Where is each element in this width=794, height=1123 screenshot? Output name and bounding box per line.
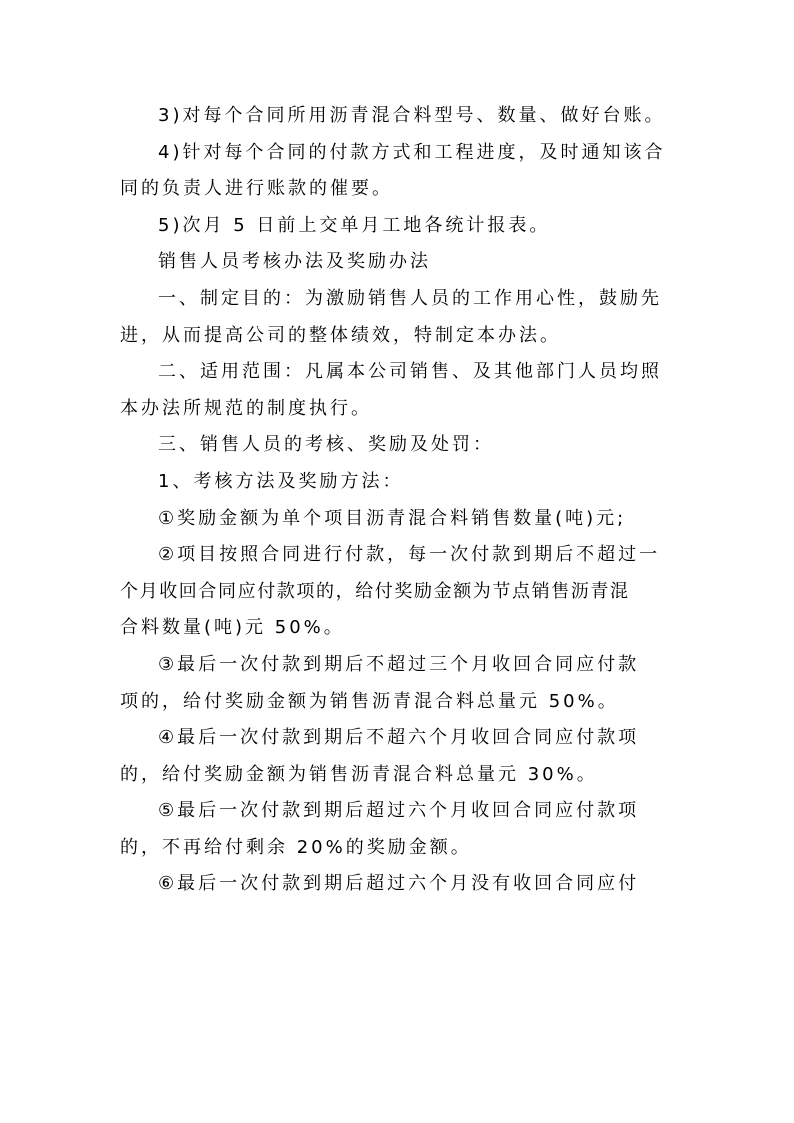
paragraph-line: 5)次月 5 日前上交单月工地各统计报表。: [158, 214, 551, 236]
paragraph-line: ④最后一次付款到期后不超六个月收回合同应付款项: [158, 727, 640, 749]
paragraph-line: 合料数量(吨)元 50%。: [120, 617, 345, 639]
paragraph-line: ③最后一次付款到期后不超过三个月收回合同应付款: [158, 653, 640, 675]
paragraph-line: 三、销售人员的考核、奖励及处罚：: [158, 434, 494, 456]
paragraph-line: 4)针对每个合同的付款方式和工程进度，及时通知该合: [158, 141, 666, 163]
paragraph-line: 项的，给付奖励金额为销售沥青混合料总量元 50%。: [120, 690, 619, 712]
paragraph-line: 的，给付奖励金额为销售沥青混合料总量元 30%。: [120, 763, 598, 785]
paragraph-line: ⑥最后一次付款到期后超过六个月没有收回合同应付: [158, 873, 640, 895]
paragraph-line: ②项目按照合同进行付款，每一次付款到期后不超过一: [158, 544, 661, 566]
paragraph-line: 二、适用范围：凡属本公司销售、及其他部门人员均照: [158, 361, 662, 383]
paragraph-line: 本办法所规范的制度执行。: [120, 397, 372, 419]
paragraph-line: ⑤最后一次付款到期后超过六个月收回合同应付款项: [158, 800, 640, 822]
paragraph-line: 个月收回合同应付款项的，给付奖励金额为节点销售沥青混: [120, 580, 630, 602]
paragraph-line: 3)对每个合同所用沥青混合料型号、数量、做好台账。: [158, 105, 666, 126]
paragraph-line: 一、制定目的：为激励销售人员的工作用心性，鼓励先: [158, 287, 662, 309]
paragraph-line: 同的负责人进行账款的催要。: [120, 178, 393, 200]
paragraph-line: 1、考核方法及奖励方法：: [158, 470, 404, 492]
paragraph-line: 的，不再给付剩余 20%的奖励金额。: [120, 836, 472, 858]
paragraph-line: 进，从而提高公司的整体绩效，特制定本办法。: [120, 324, 561, 346]
section-heading: 销售人员考核办法及奖励办法: [158, 251, 431, 273]
paragraph-line: ①奖励金额为单个项目沥青混合料销售数量(吨)元;: [158, 507, 627, 529]
document-body: [120, 98, 680, 903]
